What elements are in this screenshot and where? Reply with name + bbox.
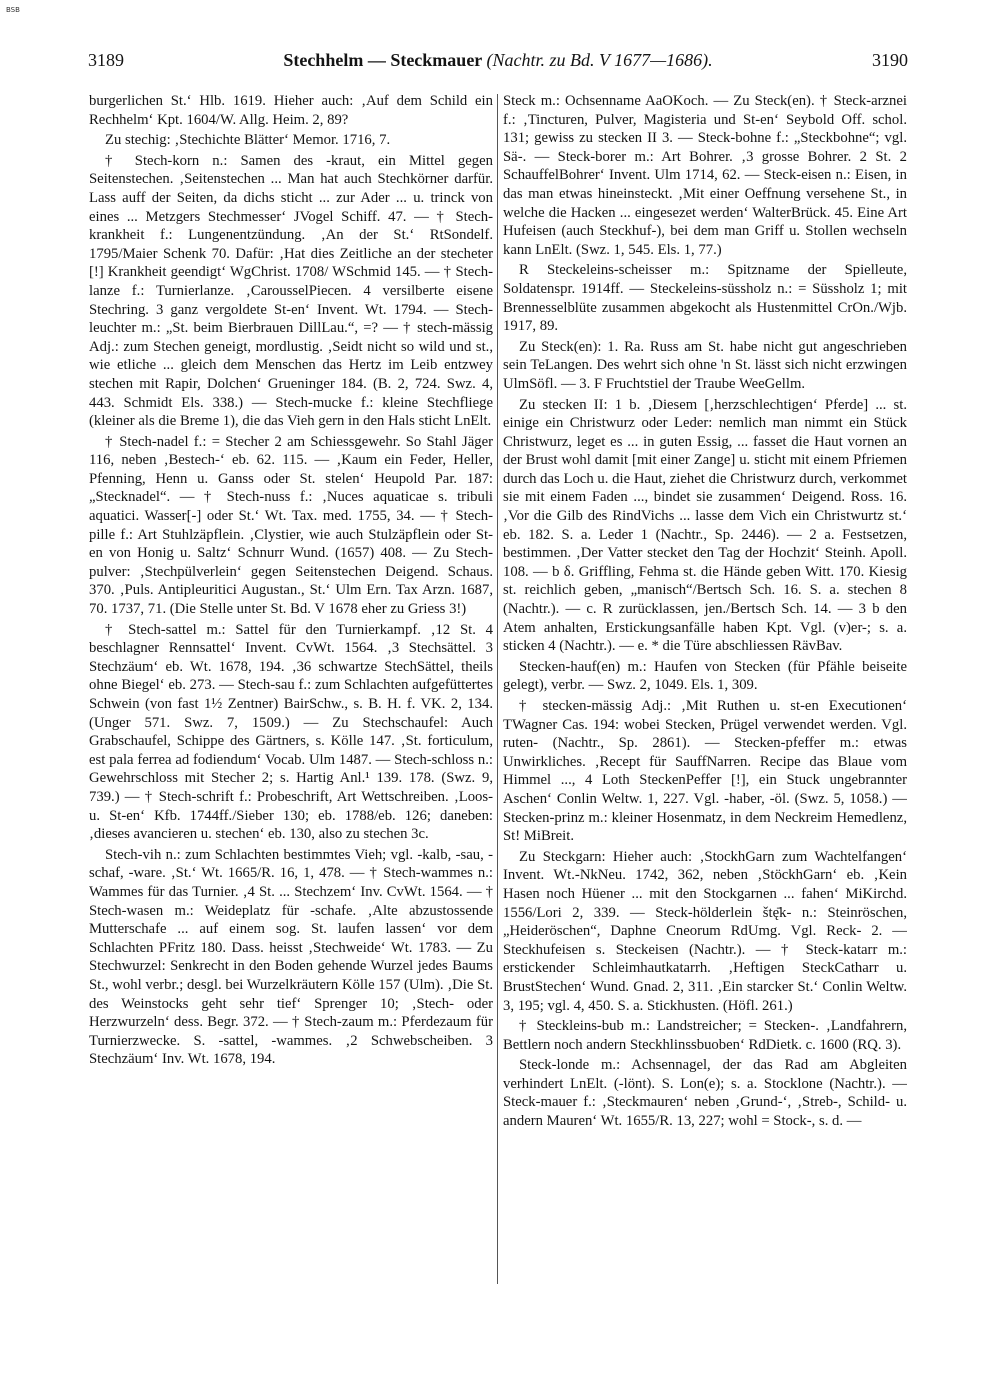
entry-paragraph: Zu stecken II: 1 b. ‚Diesem [‚herzschlechtigen‘ Pferde] ... st. einige ein Christwurz oder Leder: nemlich man nimmt ein Stück Christwurz, leget es ... in guten Essig, ... fasset die Haut vornen an der Brust wohl damit [mit einer Zange] u. sticht mit einem Pfriemen durch das Loch u. die Haut, ziehet die Christwurz durch, verkommet sie mit einem Faden ..., bindet sie zusammen‘ Deigend. Ross. 16. ‚Vor die Gilb des RindVichs ... lasse dem Vich ein Christwurtz st.‘ eb. 182. S. a. Leder 1 (Nachtr., Sp. 2446). — 2 a. Festsetzen, bestimmen. ‚Der Vatter stecket den Tag der Hochzit‘ Steinh. Apoll. 108. — b δ. Griffling, Fehma st. die Hände geben Witt. 170. Kiesig st. reichlich geben, „manisch“/Bertsch Sch. 16. S. a. stechen 8 (Nachtr.). — c. R zurücklassen, jen./Bertsch Sch. 14. — 3 b den Atem anhalten, Erstickungsanfälle haben Kpt. Vgl. (v)er-; s. a. sticken 4 (Nachtr.). — e. * die Türe abschliessen RävBav. [503,396,907,655]
entry-paragraph: Stech-vih n.: zum Schlachten bestimmtes Vieh; vgl. -kalb, -sau, -schaf, -ware. ‚St.‘ Wt. 1665/R. 16, 1, 478. — † Stech-wammes n.: Wammes für das Turnier. ‚4 St. ... Stechzem‘ Inv. CvWt. 1564. — † Stech-wasen m.: Weideplatz für -schafe. ‚Alte abzustossende Mutterschafe ... auf einem sog. St. laufen lassen‘ vor dem Schlachten PFritz 180. Dass. heisst ‚Stechweide‘ Wt. 1783. — Zu Stechwurzel: Senkrecht in den Boden gehende Wurzel jedes Baums St., wohl verbr.; desgl. bei Wurzelkräutern Kölle 157 (Ulm). ‚Die St. des Weinstocks geht sehr tief‘ Sprenger 10; ‚Stech- oder Herzwurzeln‘ dess. Begr. 372. — † Stech-zaum m.: Pferdezaum für Turnierzwecke. S. -sattel, -wammes. ‚2 Schwebscheiben. 3 Stechzäum‘ Inv. Wt. 1678, 194. [89,846,493,1068]
entry-paragraph: † Steckleins-bub m.: Landstreicher; = Stecken-. ‚Landfahrern, Bettlern noch andern Steckhlinssbuoben‘ RdDietk. c. 1600 (RQ. 3). [503,1018,907,1053]
right-column [503,92,907,1382]
entry-paragraph: Steck-londe m.: Achsennagel, der das Rad am Abgleiten verhindert LnElt. (-lönt). S. Lon(e); s. a. Stocklone (Nachtr.). — Steck-mauer f.: ‚Steckmauren‘ neben ‚Grund-‘, ‚Streb-, Schild- u. andern Mauren‘ Wt. 1655/R. 13, 227; wohl = Stock-, s. d. — [503,1057,907,1130]
entry-paragraph: † Stech-nadel f.: = Stecher 2 am Schiessgewehr. So Stahl Jäger 116, neben ‚Bestech-‘ eb. 62. 115. — ‚Kaum ein Feder, Heller, Pfenning, Henn u. Ganss oder St. stelen‘ Heupold Par. 187: „Stecknadel“. — † Stech-nuss f.: ‚Nuces aquaticae s. tribuli aquatici. Wasser[-] oder St.‘ Wt. Tax. med. 1755, 34. — † Stech-pille f.: Art Stuhlzäpflein. ‚Clystier, wie auch Stulzäpflein oder St-en von Honig u. Saltz‘ Schnurr Wund. (1657) 408. — Zu Stech-pulver: ‚Stechpülverlein‘ gegen Seitenstechen Deigend. Schaus. 370. ‚Puls. Antipleuritici Augustan., St.‘ Ulm Ern. Tax Arzn. 1687, 70. 1737, 71. (Die Stelle unter St. Bd. V 1678 eher zu Griess 3!) [89,433,493,618]
entry-paragraph: † stecken-mässig Adj.: ‚Mit Ruthen u. st-en Executionen‘ TWagner Cas. 194: wobei Stecken, Prügel verwendet werden. Vgl. ruten- (Nachtr., Sp. 2861). — Stecken-pfeffer m.: etwas Unwirkliches. ‚Recept für SauffNarren. Recipe das Blaue vom Himmel ..., 4 Loth SteckenPeffer [!], ein Stuck ungebrannter Aschen‘ Conlin Weltw. 1, 227. Vgl. -haber, -öl. (Swz. 5, 1058.) — Stecken-prinz m.: kleiner Hosenmatz, in dem Neckreim Hemedlenz, St! MiBreit. [503,698,907,845]
entry-paragraph: Steck m.: Ochsenname AaOKoch. — Zu Steck(en). † Steck-arznei f.: ‚Tincturen, Pulver, Magisteria und St-en‘ Seybold Off. schol. 131; gewiss zu stecken II 3. — Steck-bohne f.: „Steckbohne“; vgl. Sä-. — Steck-borer m.: Art Bohrer. ‚3 grosse Bohrer. 2 St. 2 SchauffelBohrer‘ Invent. Ulm 1714, 62. — Steck-eisen n.: Eisen, in das man etwas hineinsteckt. ‚Mit einer Oeffnung versehene St., in welche die Hacken ... eingesezet werden‘ WalterBrück. 45. Eine Art Hufeisen (auch Steckhuf-), bei dem man Griff u. Stollen wechseln kann LnElt. (Swz. 1, 545. Els. 1, 77.) [503,93,907,258]
left-column [89,92,493,1382]
entry-paragraph: † Stech-korn n.: Samen des -kraut, ein Mittel gegen Seitenstechen. ‚Seitenstechen ... Man hat auch Stechkörner darfür. Lass auff der Seiten, da dichs sticht ... zur Ader ... u. trinck von eines ... Metzgers Stechmesser‘ JVogel Schiff. 47. — † Stech-krankheit f.: Lungenentzündung. ‚An der St.‘ RtSondelf. 1795/Maier Schenk 70. Dafür: ‚Hat dies Zeitliche an der stecheter [!] Krankheit geendigt‘ WgChrist. 1708/ WSchmid 145. — † Stech-lanze f.: Turnierlanze. ‚CarousselPiecen. 4 versilberte eisene Stechring. 3 ganz vergoldete St-en‘ Invent. Wt. 1794. — Stech-leuchter m.: „St. beim Bierbrauen DillLau.“, =? — † stech-mässig Adj.: zum Stechen geneigt, mordlustig. ‚Seidt nicht so wild und st., wie etliche ... gleich dem Menschen das Hertz im Leib entzwey stechen mit Rapir, Dolchen‘ Grueninger 184. (B. 2, 724. Swz. 4, 443. Schmidt Els. 338.) — Stech-mucke f.: kleine Stechfliege (kleiner als die Breme 1), die das Vieh gern in den Hals sticht LnElt. [89,152,493,430]
entry-paragraph: Stecken-hauf(en) m.: Haufen von Stecken (für Pfähle beiseite gelegt), verbr. — Swz. 2, 1049. Els. 1, 309. [503,658,907,694]
entry-paragraph: Zu Steckgarn: Hieher auch: ‚StockhGarn zum Wachtelfangen‘ Invent. Wt.-NkNeu. 1742, 362, neben ‚StöckhGarn‘ eb. ‚Kein Hasen noch Hüener ... mit den Stockgarnen ... fahen‘ MiKirchd. 1556/Lori 2, 339. — Steck-hölderlein štę̄k- n.: Steinröschen, „Heideröschen“, Daphne Cneorum RdUmg. Vgl. Reck- 2. — Steckhufeisen s. Steckeisen (Nachtr.). — † Steck-katarr m.: erstickender Schleimhautkatarrh. ‚Heftigen SteckCatharr u. BrustStechen‘ Wund. Gnad. 2, 311. ‚Ein starcker St.‘ Conlin Weltw. 3, 195; vgl. 4, 450. S. a. Stickhusten. (Höfl. 261.) [503,848,907,1014]
library-stamp: BSB [6,6,20,14]
entry-paragraph: Zu Steck(en): 1. Ra. Russ am St. habe nicht gut angeschrieben sein TeLangen. Des wehrt sich ohne 'n St. lässt sich nicht erzwingen UlmSöfl. — 3. F Fruchtstiel der Traube WeeGellm. [503,338,907,392]
entry-paragraph: R Steckeleins-scheisser m.: Spitzname der Spielleute, Soldatenspr. 1914ff. — Steckeleins-süssholz n.: = Süssholz 1; mit Brennesselblüte zusammen abgekocht als Hustenmittel CrOn./Wjb. 1917, 89. [503,262,907,335]
entry-paragraph: burgerlichen St.‘ Hlb. 1619. Hieher auch: ‚Auf dem Schild ein Rechhelm‘ Kpt. 1604/W. Allg. Heim. 2, 89? [89,93,493,128]
column-divider [497,94,498,1284]
entry-paragraph: Zu stechig: ‚Stechichte Blätter‘ Memor. 1716, 7. [105,132,391,149]
page-number-left: 3189 [88,50,124,70]
page-number-right: 3190 [872,50,908,70]
running-title-main: Stechhelm — Steckmauer [283,50,482,70]
running-title-suffix: (Nachtr. zu Bd. V 1677—1686). [486,50,713,70]
running-title [88,50,908,71]
entry-paragraph: † Stech-sattel m.: Sattel für den Turnierkampf. ‚12 St. 4 beschlagner Rennsattel‘ Invent. CvWt. 1564. ‚3 Stechsättel. 3 Stechzäum‘ eb. Wt. 1678, 194. ‚36 schwartze StechSättel, theils ohne Biegel‘ eb. 273. — Stech-sau f.: zum Schlachten aufgefüttertes Schwein (von fast 1½ Zentner) BairSchw., s. B. H. f. VK. 2, 134. (Unger 571. Swz. 7, 1509.) — Zu Stechschaufel: Auch Grabschaufel, Schippe des Gärtners, s. Kölle 147. ‚St. forticulum, est pala ferrea ad fodiendum‘ Vocab. Ulm 1487. — Stech-schloss n.: Gewehrschloss mit Stecher 2; s. Hartig Anl.¹ 139. 178. (Swz. 9, 739.) — † Stech-schrift f.: Probeschrift, Art Wettschreiben. ‚Loos- u. St-en‘ Kfb. 1744ff./Sieber 130; eb. 1788/eb. 126; daneben: ‚dieses avancieren u. stechen‘ eb. 130, also zu stechen 3c. [89,621,493,843]
page-header [88,46,908,76]
